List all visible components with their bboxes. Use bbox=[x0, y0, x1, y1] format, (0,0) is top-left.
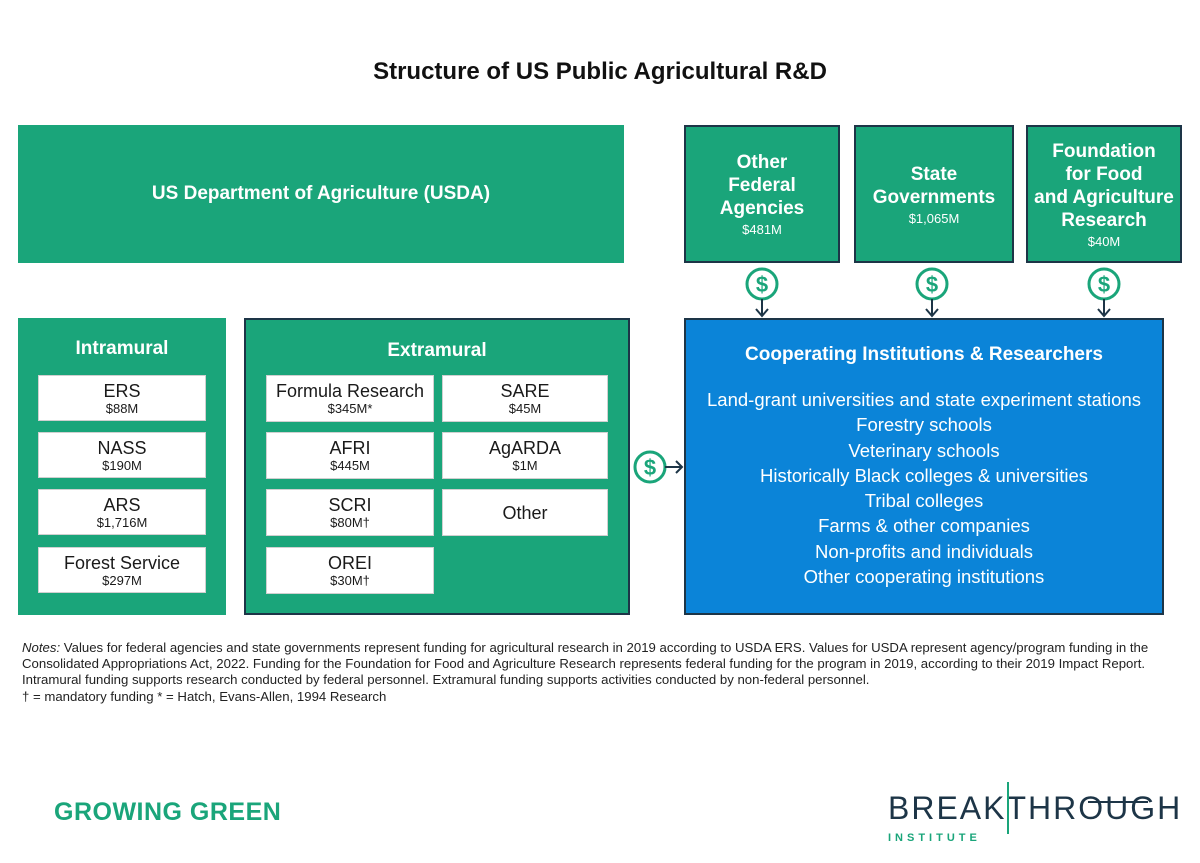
extramural-item-orei bbox=[266, 547, 434, 594]
logo-line-icon bbox=[1008, 782, 1148, 842]
breakthrough-institute-logo bbox=[888, 790, 1183, 844]
item-name: ARS bbox=[103, 494, 141, 515]
extramural-item-afri bbox=[266, 432, 434, 479]
list-item: Farms & other companies bbox=[818, 515, 1030, 537]
cooperating-institutions-box bbox=[684, 318, 1164, 615]
item-name: Formula Research bbox=[275, 381, 425, 401]
list-item: Veterinary schools bbox=[848, 439, 1000, 461]
extramural-heading: Extramural bbox=[387, 340, 487, 361]
item-name: Other bbox=[502, 502, 548, 523]
notes bbox=[22, 640, 1187, 705]
extramural-item-agarda bbox=[442, 432, 608, 479]
item-amount: $1M bbox=[512, 458, 538, 473]
funder-name: Foundation for Food and Agriculture Research bbox=[1034, 140, 1174, 231]
svg-text:$: $ bbox=[1097, 272, 1111, 297]
extramural-panel bbox=[244, 318, 630, 615]
item-amount: $80M† bbox=[330, 515, 370, 530]
svg-text:$: $ bbox=[925, 272, 939, 297]
item-amount: $88M bbox=[105, 400, 139, 416]
cooperating-heading: Cooperating Institutions & Researchers bbox=[745, 344, 1103, 365]
extramural-item-formula-research bbox=[266, 375, 434, 422]
item-name: NASS bbox=[97, 437, 147, 458]
item-name: AFRI bbox=[329, 438, 371, 458]
list-item: Other cooperating institutions bbox=[803, 566, 1045, 588]
list-item: Land-grant universities and state experiment stations bbox=[707, 389, 1141, 410]
funder-amount: $481M bbox=[742, 222, 782, 237]
item-amount: $30M† bbox=[330, 573, 370, 588]
funder-amount: $40M bbox=[1087, 233, 1121, 249]
cooperating-list bbox=[686, 387, 1162, 589]
dollar-circle-icon bbox=[1086, 266, 1122, 318]
item-name: Forest Service bbox=[63, 552, 181, 573]
extramural-item-scri bbox=[266, 489, 434, 536]
list-item: Forestry schools bbox=[856, 414, 992, 436]
list-item: Tribal colleges bbox=[864, 490, 984, 512]
intramural-item-ars bbox=[38, 489, 206, 535]
item-name: AgARDA bbox=[488, 438, 562, 458]
item-amount: $445M bbox=[330, 458, 370, 473]
svg-text:$: $ bbox=[643, 455, 657, 480]
funder-name: State Governments bbox=[872, 163, 996, 208]
item-name: OREI bbox=[327, 553, 372, 573]
item-name: ERS bbox=[103, 380, 141, 401]
item-name: SCRI bbox=[328, 495, 372, 515]
notes-text: Values for federal agencies and state governments represent funding for agricultural research in 2019 according to USDA ERS. Values for USDA represent agency/program funding in the Consolidated Appropriations Act, 2022. Funding for the Foundation for Food and Agriculture Research represents federal funding for the program in 2019, according to their 2019 Impact Report. Intramural funding supports research conducted by federal personnel. Extramural funding supports activities conducted by non-federal personnel. bbox=[22, 640, 1149, 688]
intramural-item-ers bbox=[38, 375, 206, 421]
intramural-item-nass bbox=[38, 432, 206, 478]
funder-name: Other Federal Agencies bbox=[719, 152, 805, 219]
funder-amount: $1,065M bbox=[908, 210, 960, 226]
intramural-item-forest-service bbox=[38, 547, 206, 593]
notes-paragraph bbox=[22, 640, 1187, 689]
item-amount: $190M bbox=[102, 457, 142, 473]
intramural-panel bbox=[18, 318, 226, 615]
dollar-circle-icon bbox=[914, 266, 950, 318]
funder-state-governments bbox=[854, 125, 1014, 263]
dollar-circle-icon bbox=[744, 266, 780, 318]
diagram-title: Structure of US Public Agricultural R&D bbox=[373, 58, 827, 85]
item-amount: $45M bbox=[508, 401, 542, 416]
funder-other-federal-agencies bbox=[684, 125, 840, 263]
notes-label: Notes: bbox=[22, 640, 61, 655]
intramural-heading: Intramural bbox=[75, 338, 169, 359]
institute-wordmark: INSTITUTE bbox=[888, 832, 981, 844]
svg-text:$: $ bbox=[755, 272, 769, 297]
breakthrough-wordmark: BREAKTHROUGH bbox=[888, 790, 1183, 826]
item-name: SARE bbox=[500, 381, 550, 401]
usda-box bbox=[18, 125, 624, 263]
extramural-item-other bbox=[442, 489, 608, 536]
extramural-item-sare bbox=[442, 375, 608, 422]
dollar-circle-icon bbox=[632, 449, 684, 485]
item-amount: $297M bbox=[102, 572, 142, 588]
item-amount: $345M* bbox=[327, 401, 373, 416]
funder-ffar bbox=[1026, 125, 1182, 263]
notes-legend: † = mandatory funding * = Hatch, Evans-Allen, 1994 Research bbox=[22, 688, 387, 704]
growing-green-logo: GROWING GREEN bbox=[54, 798, 282, 826]
item-amount: $1,716M bbox=[96, 514, 148, 530]
usda-label: US Department of Agriculture (USDA) bbox=[151, 183, 491, 204]
list-item: Historically Black colleges & universities bbox=[760, 464, 1088, 486]
list-item: Non-profits and individuals bbox=[814, 540, 1033, 562]
